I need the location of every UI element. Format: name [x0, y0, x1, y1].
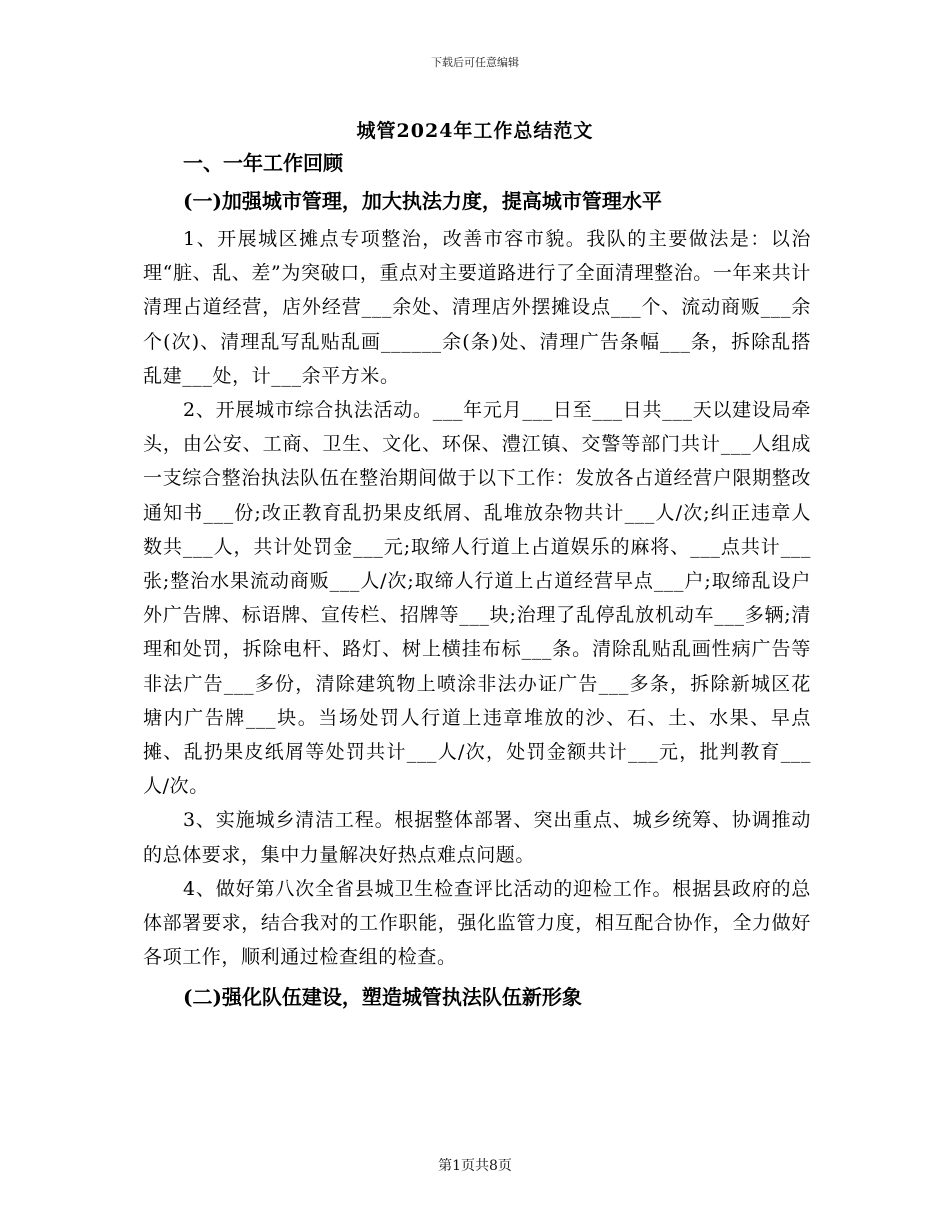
subsection-heading-2: (二)强化队伍建设，塑造城管执法队伍新形象	[183, 985, 582, 1010]
subsection-heading-1: (一)加强城市管理，加大执法力度，提高城市管理水平	[183, 189, 662, 213]
paragraph-2: 2、开展城市综合执法活动。___年元月___日至___日共___天以建设局牵头，由公安、工商、卫生、文化、环保、澧江镇、交警等部门共计___人组成一支综合整治执法队伍在整治期间做于以下工作：发放各占道经营户限期整改通知书___份;改正教育乱扔果皮纸屑、乱堆放杂物共计___人/次;纠正违章人数共___人，共计处罚金___元;取缔人行道上占道娱乐的麻将、___点共计___张;整治水果流动商贩___人/次;取缔人行道上占道经营早点___户;取缔乱设户外广告牌、标语牌、宣传栏、招牌等___块;治理了乱停乱放机动车___多辆;清理和处罚，拆除电杆、路灯、树上横挂布标___条。清除乱贴乱画性病广告等非法广告___多份，清除建筑物上喷涂非法办证广告___多条，拆除新城区花塘内广告牌___块。当场处罚人行道上违章堆放的沙、石、土、水果、早点摊、乱扔果皮纸屑等处罚共计___人/次，处罚金额共计___元，批判教育___人/次。	[143, 399, 811, 798]
paragraph-4: 4、做好第八次全省县城卫生检查评比活动的迎检工作。根据县政府的总体部署要求，结合我对的工作职能，强化监管力度，相互配合协作，全力做好各项工作，顺利通过检查组的检查。	[143, 877, 811, 969]
section-heading-review: 一、一年工作回顾	[183, 151, 343, 175]
document-title: 城管2024年工作总结范文	[356, 120, 594, 142]
paragraph-3: 3、实施城乡清洁工程。根据整体部署、突出重点、城乡统筹、协调推动的总体要求，集中力量解决好热点难点问题。	[143, 809, 811, 866]
paragraph-1: 1、开展城区摊点专项整治，改善市容市貌。我队的主要做法是：以治理“脏、乱、差”为突破口，重点对主要道路进行了全面清理整治。一年来共计清理占道经营，店外经营___余处、清理店外摆摊设点___个、流动商贩___余个(次)、清理乱写乱贴乱画______余(条)处、清理广告条幅___条，拆除乱搭乱建___处，计___余平方米。	[143, 228, 811, 387]
document-body	[143, 146, 811, 1018]
page-footer: 第1页共8页	[438, 1158, 512, 1174]
header-note: 下载后可任意编辑	[431, 56, 519, 69]
